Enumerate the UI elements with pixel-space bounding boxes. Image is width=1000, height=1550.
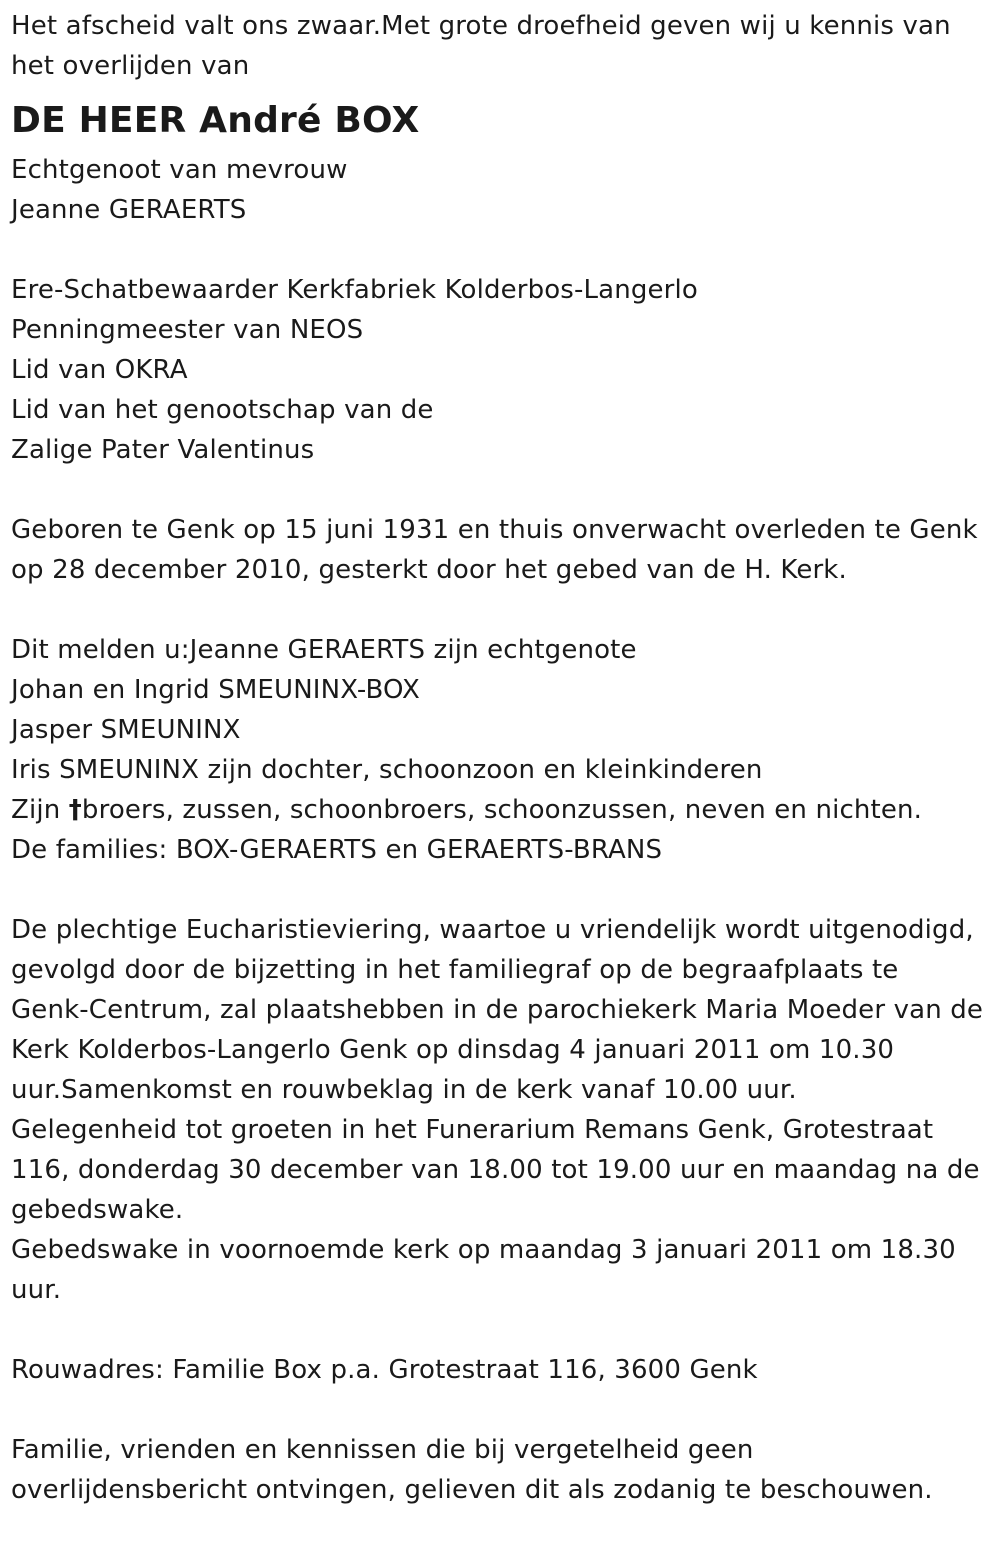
ceremony-line: Gelegenheid tot groeten in het Funerarium Remans Genk, Grotestraat (11, 1115, 934, 1145)
spacer (11, 470, 990, 510)
spacer (11, 1310, 990, 1350)
spacer (11, 230, 990, 270)
spacer (11, 590, 990, 630)
ceremony-line: gevolgd door de bijzetting in het familiegraf op de begraafplaats te (11, 955, 899, 985)
deceased-name: DE HEER André BOX (11, 100, 420, 141)
birth-death-line-1: Geboren te Genk op 15 juni 1931 en thuis onverwacht overleden te Genk (11, 515, 978, 545)
ceremony-line: uur.Samenkomst en rouwbeklag in de kerk vanaf 10.00 uur. (11, 1075, 797, 1105)
ceremony-line: De plechtige Eucharistieviering, waartoe u vriendelijk wordt uitgenodigd, (11, 915, 974, 945)
mourning-address: Rouwadres: Familie Box p.a. Grotestraat 116, 3600 Genk (11, 1355, 758, 1385)
ceremony-line: Gebedswake in voornoemde kerk op maandag 3 januari 2011 om 18.30 (11, 1235, 956, 1265)
family-line-3: Jasper SMEUNINX (11, 715, 241, 745)
cross-icon: † (68, 795, 82, 825)
family-line-6: De families: BOX-GERAERTS en GERAERTS-BRANS (11, 835, 663, 865)
spacer (11, 870, 990, 910)
spacer (11, 1390, 990, 1430)
role-line: Penningmeester van NEOS (11, 315, 364, 345)
ceremony-line: Genk-Centrum, zal plaatshebben in de parochiekerk Maria Moeder van de (11, 995, 984, 1025)
ceremony-line: Kerk Kolderbos-Langerlo Genk op dinsdag 4 januari 2011 om 10.30 (11, 1035, 895, 1065)
role-line: Lid van het genootschap van de (11, 395, 434, 425)
ceremony-line: gebedswake. (11, 1195, 184, 1225)
family-line-5 (11, 790, 990, 830)
ceremony-line: 116, donderdag 30 december van 18.00 tot 19.00 uur en maandag na de (11, 1155, 980, 1185)
intro-line-1: Het afscheid valt ons zwaar.Met grote droefheid geven wij u kennis van (11, 11, 951, 41)
birth-death-line-2: op 28 december 2010, gesterkt door het gebed van de H. Kerk. (11, 555, 847, 585)
role-line: Lid van OKRA (11, 355, 188, 385)
intro-line-2: het overlijden van (11, 51, 250, 81)
family-line-1: Dit melden u:Jeanne GERAERTS zijn echtgenote (11, 635, 637, 665)
closing-line-1: Familie, vrienden en kennissen die bij vergetelheid geen (11, 1435, 754, 1465)
spouse-line-1: Echtgenoot van mevrouw (11, 155, 348, 185)
family-line-4: Iris SMEUNINX zijn dochter, schoonzoon en kleinkinderen (11, 755, 763, 785)
role-line: Ere-Schatbewaarder Kerkfabriek Kolderbos-Langerlo (11, 275, 698, 305)
family-line-5-prefix: Zijn (11, 795, 69, 825)
family-line-2: Johan en Ingrid SMEUNINX-BOX (11, 675, 420, 705)
spouse-line-2: Jeanne GERAERTS (11, 195, 247, 225)
family-line-5-rest: broers, zussen, schoonbroers, schoonzussen, neven en nichten. (81, 795, 923, 825)
ceremony-line: uur. (11, 1275, 62, 1305)
closing-line-2: overlijdensbericht ontvingen, gelieven dit als zodanig te beschouwen. (11, 1475, 933, 1505)
role-line: Zalige Pater Valentinus (11, 435, 315, 465)
